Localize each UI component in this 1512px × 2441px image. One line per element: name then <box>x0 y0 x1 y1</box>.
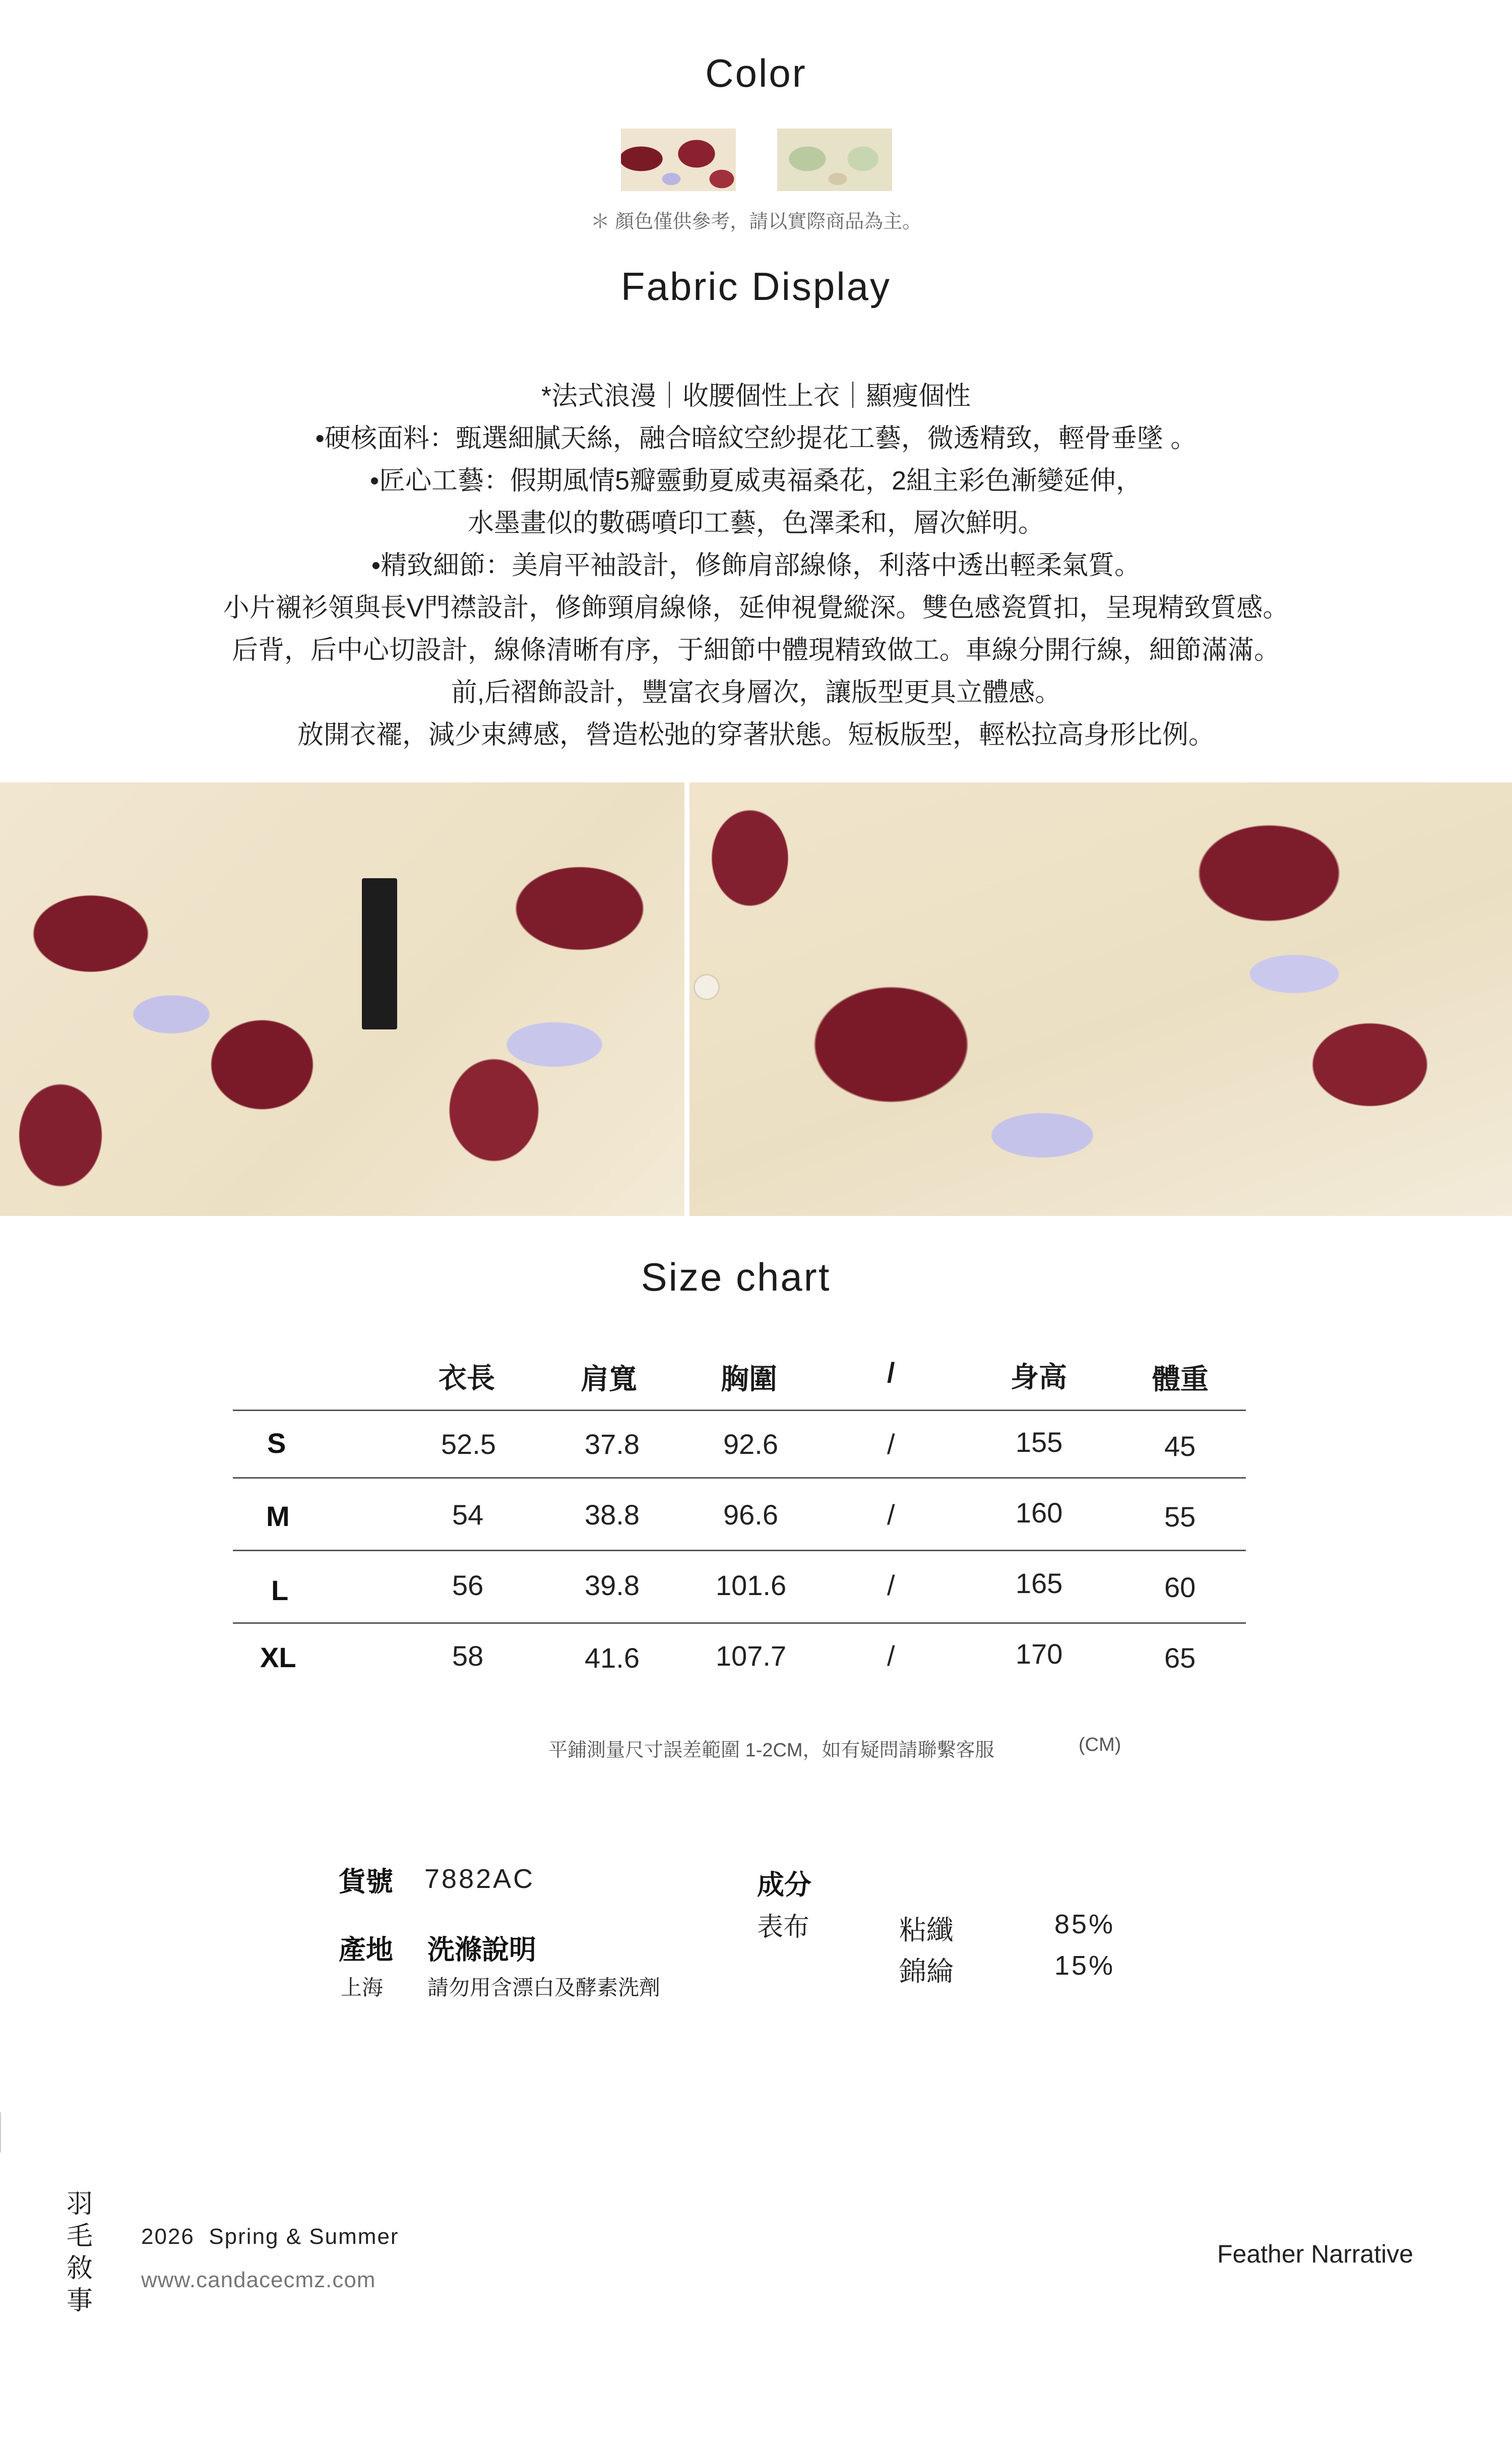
table-cell: 55 <box>1164 1501 1196 1533</box>
table-cell: 41.6 <box>585 1642 640 1674</box>
size-chart-unit: (CM) <box>1079 1734 1121 1755</box>
composition-part: 表布 <box>757 1913 810 1942</box>
website-link[interactable]: www.candacecmz.com <box>141 2268 376 2292</box>
wash-label: 洗滌說明 <box>427 1935 536 1965</box>
table-cell: / <box>887 1499 895 1531</box>
table-cell: 45 <box>1164 1430 1196 1462</box>
material-percent: 15% <box>1054 1950 1115 1981</box>
sku-label: 貨號 <box>339 1867 393 1897</box>
desc-line: •硬核面料：甄選細膩天絲，融合暗紋空紗提花工藝，微透精致，輕骨垂墜 。 <box>315 424 1197 453</box>
size-label: L <box>271 1574 289 1606</box>
table-cell: 54 <box>452 1499 484 1531</box>
table-cell: 38.8 <box>585 1499 640 1531</box>
desc-line: 水墨畫似的數碼噴印工藝，色澤柔和，層次鮮明。 <box>467 509 1044 538</box>
brand-english: Feather Narrative <box>1217 2240 1414 2268</box>
table-cell: 60 <box>1164 1571 1196 1603</box>
table-cell: 155 <box>1016 1426 1063 1458</box>
header-height: 身高 <box>1011 1361 1067 1393</box>
table-divider <box>233 1622 1246 1624</box>
brand-char: 羽 <box>66 2189 93 2219</box>
color-title: Color <box>705 51 807 95</box>
header-length: 衣長 <box>438 1362 495 1394</box>
fabric-title: Fabric Display <box>620 264 892 309</box>
fabric-photo-hem <box>689 782 1512 1216</box>
material-name: 錦綸 <box>899 1957 954 1987</box>
collar-label-tag <box>362 878 397 1029</box>
table-cell: 56 <box>452 1569 484 1601</box>
table-divider <box>233 1477 1246 1479</box>
material-percent: 85% <box>1054 1909 1115 1939</box>
color-note: ＊ 顏色僅供參考，請以實際商品為主。 <box>590 211 922 232</box>
header-shoulder: 肩寬 <box>581 1363 637 1395</box>
desc-line: •匠心工藝：假期風情5瓣靈動夏威夷福桑花，2組主彩色漸變延伸， <box>369 466 1143 496</box>
table-cell: 101.6 <box>716 1569 787 1601</box>
table-cell: 37.8 <box>585 1428 640 1460</box>
composition-label: 成分 <box>757 1870 811 1900</box>
fabric-description <box>0 375 1512 756</box>
desc-line: •精致細節：美肩平袖設計，修飾肩部線條，利落中透出輕柔氣質。 <box>371 551 1141 580</box>
desc-line: 小片襯衫領與長V門襟設計，修飾頸肩線條，延伸視覺縱深。雙色感瓷質扣，呈現精致質感。 <box>223 593 1289 623</box>
sku-value: 7882AC <box>424 1864 535 1894</box>
desc-line: 前,后褶飾設計，豐富衣身層次，讓版型更具立體感。 <box>451 678 1061 707</box>
brand-char: 事 <box>66 2286 93 2315</box>
brand-vertical <box>65 2188 95 2317</box>
table-cell: 39.8 <box>585 1569 640 1601</box>
table-cell: 170 <box>1016 1638 1063 1670</box>
table-cell: 92.6 <box>723 1428 778 1460</box>
desc-line: 放開衣襬，減少束縛感，營造松弛的穿著狀態。短板版型，輕松拉高身形比例。 <box>297 720 1215 750</box>
header-divider: / <box>887 1357 895 1388</box>
origin-label: 產地 <box>339 1935 393 1965</box>
size-chart-note: 平鋪測量尺寸誤差範圍 1-2CM，如有疑問請聯繫客服 <box>548 1740 994 1761</box>
color-swatch-green[interactable] <box>777 129 892 191</box>
size-chart-title: Size chart <box>641 1255 831 1299</box>
size-label: S <box>267 1427 286 1459</box>
shirt-button <box>694 974 720 1000</box>
size-label: M <box>266 1500 290 1532</box>
color-swatch-red[interactable] <box>621 129 736 191</box>
origin-value: 上海 <box>341 1976 384 1999</box>
table-cell: / <box>887 1640 895 1672</box>
edge-marker <box>0 2112 1 2153</box>
material-name: 粘纖 <box>899 1915 954 1945</box>
table-cell: 58 <box>452 1640 484 1672</box>
desc-line: 后背，后中心切設計，線條清晰有序，于細節中體現精致做工。車線分開行線，細節滿滿。 <box>231 636 1280 665</box>
table-cell: 165 <box>1016 1567 1063 1599</box>
table-cell: 96.6 <box>723 1499 778 1531</box>
table-cell: 65 <box>1164 1642 1196 1674</box>
season-text: 2026 Spring & Summer <box>141 2224 399 2249</box>
table-cell: / <box>887 1428 895 1460</box>
table-cell: 160 <box>1016 1497 1063 1529</box>
table-cell: 52.5 <box>441 1428 496 1460</box>
header-weight: 體重 <box>1152 1363 1209 1395</box>
brand-char: 毛 <box>66 2222 93 2251</box>
header-chest: 胸圍 <box>721 1363 777 1395</box>
wash-value: 請勿用含漂白及酵素洗劑 <box>427 1976 661 1999</box>
desc-line: *法式浪漫｜收腰個性上衣｜顯瘦個性 <box>541 382 971 411</box>
size-label: XL <box>260 1641 296 1673</box>
table-cell: 107.7 <box>716 1640 787 1672</box>
fabric-photo-collar <box>0 782 684 1216</box>
brand-char: 敘 <box>66 2254 93 2283</box>
table-divider <box>233 1410 1246 1411</box>
table-divider <box>233 1550 1246 1551</box>
table-cell: / <box>887 1569 895 1601</box>
